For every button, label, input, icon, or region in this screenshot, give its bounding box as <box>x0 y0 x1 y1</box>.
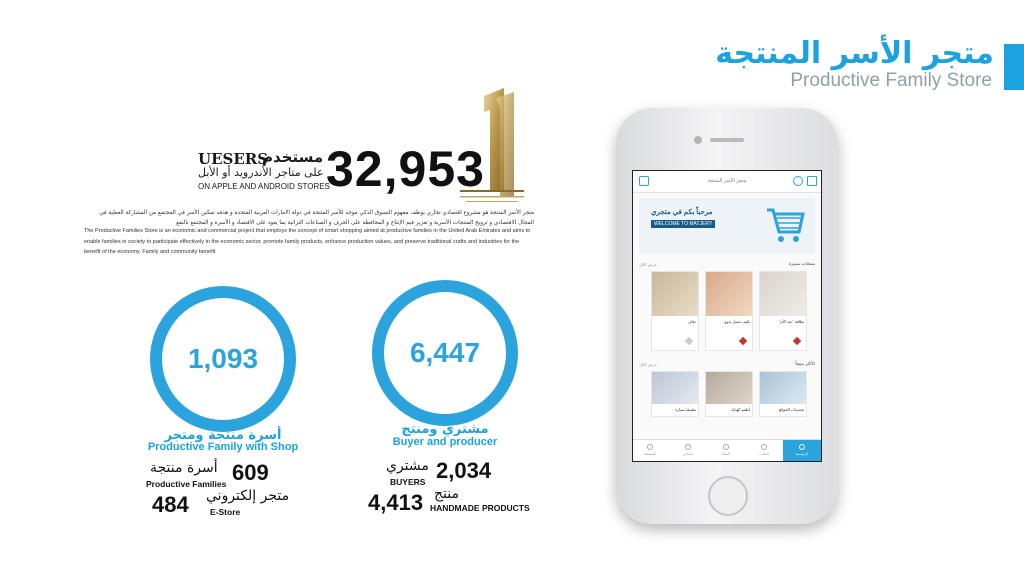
product-image <box>706 272 752 316</box>
grid-icon <box>761 444 767 450</box>
nav-categories[interactable]: الفئات <box>745 440 783 462</box>
buyers-producers-count: 6,447 <box>409 337 481 368</box>
featured-section-title: منتجات مميزة <box>788 261 815 266</box>
product-image <box>706 372 752 404</box>
bottom-nav <box>633 439 821 461</box>
users-count: 32,953 <box>326 141 485 197</box>
banner-text-ar: مرحباً بكم في متجري <box>651 209 713 216</box>
favorite-heart-icon[interactable] <box>685 337 693 345</box>
users-label-en: UESERS <box>198 150 269 168</box>
estore-label-ar: متجر إلكتروني <box>206 488 290 504</box>
product-name: أطقم الهديّة <box>731 408 750 412</box>
estore-count: 484 <box>152 492 189 517</box>
families-label-ar: أسرة منتجة <box>150 460 218 476</box>
product-card[interactable] <box>705 271 753 351</box>
products-count: 4,413 <box>368 490 424 515</box>
products-label-ar: منتج <box>434 486 459 502</box>
welcome-banner[interactable] <box>639 198 815 254</box>
nav-favorites[interactable]: المفضلة <box>632 440 669 462</box>
page-title-english: Productive Family Store <box>790 70 992 91</box>
phone-mockup <box>616 108 838 524</box>
phone-camera <box>694 136 702 144</box>
favorite-heart-icon[interactable] <box>793 337 801 345</box>
heart-icon <box>647 444 653 450</box>
product-name: تكيف ضمل يدوي <box>723 320 750 324</box>
app-title: متجر الأسر المنتجة <box>707 178 747 184</box>
product-name: دفاتر <box>688 320 696 324</box>
favorite-heart-icon[interactable] <box>739 337 747 345</box>
user-icon <box>685 444 691 450</box>
featured-view-all[interactable]: عرض الكل <box>639 262 658 267</box>
header-accent-bar <box>1004 44 1024 90</box>
buyers-count: 2,034 <box>436 458 492 483</box>
families-shops-caption-ar: أسرة منتجة ومتجر <box>164 428 282 443</box>
product-card[interactable] <box>759 271 807 351</box>
estore-label-en: E-Store <box>210 507 241 517</box>
products-label-en: HANDMADE PRODUCTS <box>430 503 530 513</box>
product-name: تطبيقة سيارة <box>675 408 696 412</box>
bestseller-card[interactable] <box>651 371 699 417</box>
product-image <box>760 272 806 316</box>
families-shops-ring <box>150 286 296 432</box>
users-label-ar: مستخدم <box>262 148 324 166</box>
product-name: بطاقة "عيد الأم" <box>779 320 804 324</box>
stores-label-en: ON APPLE AND ANDROID STORES <box>198 182 330 191</box>
stores-label-ar: على متاجر الأندرويد أو الأبل <box>198 166 324 179</box>
nav-cart[interactable]: السلة <box>707 440 745 462</box>
families-shops-count: 1,093 <box>187 343 259 374</box>
buyers-label-ar: مشتري <box>386 458 429 474</box>
nav-account[interactable]: حسابي <box>669 440 707 462</box>
page-title-arabic: متجر الأسر المنتجة <box>715 36 994 71</box>
bestseller-card[interactable] <box>759 371 807 417</box>
bestseller-view-all[interactable]: عرض الكل <box>639 362 658 367</box>
cart-icon <box>723 444 729 450</box>
bag-icon[interactable] <box>807 176 817 186</box>
product-name: تجديدات الحوائج <box>778 408 804 412</box>
buyers-producers-ring <box>372 280 518 426</box>
description-arabic: متجر الأسر المنتجة هو مشروع اقتصادي تجاري يوظف مفهوم التسوق الذكي موجه للأسر المنتجة في دولة الامارات العربية المتحدة و هدفه تمكين الأسر في المجتمع من المشاركة الفعلية في المجال الاقتصادي و ترويج المنتجات الأسرية و تعزيز قيم الإنتاج و المحافظة على الحرف و الصناعات التراثية بما يعود على الاقتصاد و الأسرة و المجتمع بالنفع <box>99 210 534 226</box>
product-image <box>652 272 698 316</box>
phone-speaker <box>710 138 744 142</box>
description-english: The Productive Families Store is an economic and commercial project that employs the concept of smart shopping aimed at productive families in the United Arab Emirates and aims to enable families in society to participate effectively in the economic sector, promote family products, enhance production values, and preserve traditional crafts and industries for the benefit of the economy. Family and community benefit <box>84 228 531 255</box>
shopping-cart-icon <box>765 204 805 246</box>
buyers-producers-caption-ar: مشتري ومنتج <box>401 422 489 437</box>
product-image <box>760 372 806 404</box>
product-image <box>652 372 698 404</box>
phone-home-button <box>708 476 748 516</box>
app-screen <box>632 170 822 462</box>
home-icon <box>799 444 805 450</box>
product-card[interactable] <box>651 271 699 351</box>
bestseller-section-title: الأكثر مبيعاً <box>795 361 815 366</box>
search-icon[interactable] <box>793 176 803 186</box>
nav-home[interactable]: الرئيسية <box>783 440 821 462</box>
banner-text-en: WELCOME TO MATJERY <box>651 220 715 228</box>
buyers-label-en: BUYERS <box>390 477 426 487</box>
app-top-bar <box>633 171 821 193</box>
buyers-producers-caption-en: Buyer and producer <box>392 436 498 448</box>
families-label-en: Productive Families <box>146 479 227 489</box>
families-count: 609 <box>232 460 269 485</box>
families-shops-caption-en: Productive Family with Shop <box>147 441 299 453</box>
bestseller-card[interactable] <box>705 371 753 417</box>
